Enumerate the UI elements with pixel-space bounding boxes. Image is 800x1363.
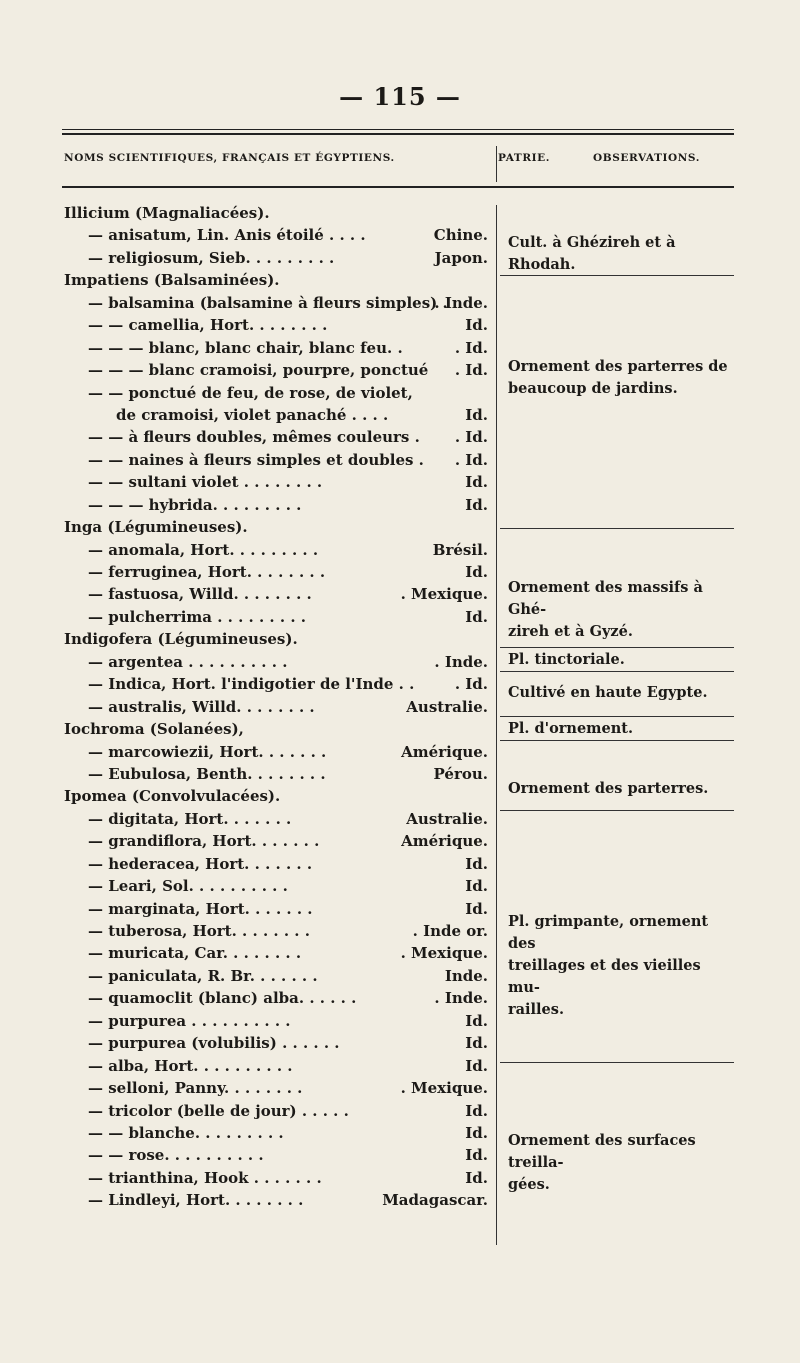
patrie-value: . Id. [454, 675, 488, 694]
table-row [62, 361, 496, 383]
table-row [62, 518, 496, 540]
table-row [62, 967, 496, 989]
species-name: — marcowiezii, Hort. . . . . . . [88, 742, 327, 761]
species-name: — anisatum, Lin. Anis étoilé . . . . [88, 226, 366, 245]
observation-note [508, 778, 733, 800]
species-name: — religiosum, Sieb. . . . . . . . . [88, 248, 335, 267]
observation-note [508, 718, 733, 740]
table-row [62, 855, 496, 877]
species-name: — australis, Willd. . . . . . . . [88, 697, 315, 716]
species-name: Illicium (Magnaliacées). [64, 204, 270, 222]
observation-separator [500, 810, 734, 811]
species-name: — Eubulosa, Benth. . . . . . . . [88, 764, 326, 783]
table-row [62, 496, 496, 518]
header-observations: OBSERVATIONS. [593, 152, 700, 164]
observation-line: Pl. grimpante, ornement des [508, 913, 709, 952]
observation-separator [500, 647, 734, 648]
table-row [62, 271, 496, 293]
table-row [62, 1169, 496, 1191]
observation-line: Ornement des massifs à Ghé- [508, 579, 703, 618]
patrie-value: Brésil. [432, 540, 488, 559]
observation-separator [500, 528, 734, 529]
species-name: de cramoisi, violet panaché . . . . [116, 405, 389, 424]
species-name: — purpurea (volubilis) . . . . . . [88, 1034, 340, 1053]
patrie-value: Id. [465, 899, 488, 918]
table-row [62, 877, 496, 899]
species-name: — Indica, Hort. l'indigotier de l'Inde . . [88, 675, 415, 694]
patrie-value: Id. [465, 405, 488, 424]
patrie-value: Id. [465, 1123, 488, 1142]
patrie-value: Id. [465, 1034, 488, 1053]
table-row [62, 720, 496, 742]
observation-note [508, 232, 733, 276]
table-row [62, 473, 496, 495]
species-name: — pulcherrima . . . . . . . . . [88, 607, 306, 626]
observation-line: Pl. d'ornement. [508, 720, 634, 737]
table-row [62, 406, 496, 428]
table-row [62, 339, 496, 361]
table-row [62, 384, 496, 406]
patrie-value: Id. [465, 877, 488, 896]
patrie-value: Id. [465, 854, 488, 873]
species-name: Impatiens (Balsaminées). [64, 271, 280, 290]
observation-separator [500, 671, 734, 672]
patrie-value: Id. [465, 1101, 488, 1120]
table-row [62, 1124, 496, 1146]
header-rule-top [62, 129, 734, 130]
observation-separator [500, 1062, 734, 1063]
observation-line: treillages et des vieilles mu- [508, 957, 701, 996]
patrie-value: Id. [465, 316, 488, 335]
species-name: — — sultani violet . . . . . . . . [88, 473, 323, 492]
table-row [62, 832, 496, 854]
table-row [62, 541, 496, 563]
header-rule-bottom [62, 186, 734, 188]
species-name: Indigofera (Légumineuses). [64, 630, 298, 649]
entries-list [62, 204, 496, 1214]
patrie-value: . Mexique. [400, 944, 488, 963]
species-name: — — — hybrida. . . . . . . . . [88, 495, 302, 514]
table-row [62, 1146, 496, 1168]
species-name: — balsamina (balsamine à fleurs simples) . [88, 293, 448, 312]
table-row [62, 294, 496, 316]
table-row [62, 1191, 496, 1213]
species-name: — — à fleurs doubles, mêmes couleurs . [88, 428, 420, 447]
table-row [62, 810, 496, 832]
species-name: — fastuosa, Willd. . . . . . . . [88, 585, 312, 604]
table-row [62, 1012, 496, 1034]
column-divider [496, 205, 497, 1245]
table-row [62, 563, 496, 585]
header-rule-top-thick [62, 133, 734, 135]
species-name: — ferruginea, Hort. . . . . . . . [88, 563, 326, 581]
table-row [62, 900, 496, 922]
table-row [62, 698, 496, 720]
patrie-value: Id. [465, 1146, 488, 1165]
observation-line: Ornement des parterres de [508, 358, 728, 375]
patrie-value: . Inde or. [412, 922, 488, 940]
patrie-value: Madagascar. [382, 1191, 488, 1210]
species-name: — — rose. . . . . . . . . . [88, 1146, 264, 1165]
observation-line: Pl. tinctoriale. [508, 651, 625, 668]
species-name: — argentea . . . . . . . . . . [88, 652, 288, 671]
patrie-value: Id. [465, 563, 488, 581]
patrie-value: . Mexique. [400, 585, 488, 604]
observation-note [508, 682, 733, 704]
species-name: — grandiflora, Hort. . . . . . . [88, 832, 320, 851]
table-row [62, 428, 496, 450]
table-row [62, 787, 496, 809]
observation-line: zireh et à Gyzé. [508, 623, 633, 640]
table-row [62, 226, 496, 248]
table-row [62, 743, 496, 765]
header-patrie: PATRIE. [498, 152, 551, 164]
observation-line: Cult. à Ghézireh et à Rhodah. [508, 234, 676, 273]
observation-line: gées. [508, 1176, 550, 1193]
species-name: — purpurea . . . . . . . . . . [88, 1011, 291, 1030]
patrie-value: Chine. [433, 226, 488, 245]
species-name: — marginata, Hort. . . . . . . [88, 899, 313, 918]
species-name: — — naines à fleurs simples et doubles . [88, 450, 424, 469]
table-row [62, 765, 496, 787]
observation-separator [500, 740, 734, 741]
patrie-value: Id. [465, 1056, 488, 1075]
table-row [62, 316, 496, 338]
table-header [62, 152, 734, 172]
species-name: — — — blanc cramoisi, pourpre, ponctué [88, 361, 429, 380]
observation-note [508, 911, 733, 1021]
table-row [62, 608, 496, 630]
patrie-value: . Inde. [434, 293, 488, 312]
table-row [62, 944, 496, 966]
species-name: — selloni, Panny. . . . . . . . [88, 1079, 303, 1098]
species-name: — anomala, Hort. . . . . . . . . [88, 540, 319, 559]
species-name: — quamoclit (blanc) alba. . . . . . [88, 989, 357, 1008]
patrie-value: Japon. [434, 248, 488, 267]
patrie-value: Australie. [406, 809, 488, 828]
table-row [62, 1102, 496, 1124]
species-name: — — — blanc, blanc chair, blanc feu. . [88, 338, 403, 357]
species-name: — Leari, Sol. . . . . . . . . . [88, 877, 288, 896]
observation-note [508, 1130, 733, 1196]
patrie-value: . Inde. [434, 989, 488, 1008]
species-name: — — blanche. . . . . . . . . [88, 1123, 284, 1142]
patrie-value: Id. [465, 495, 488, 514]
species-name: — digitata, Hort. . . . . . . [88, 809, 292, 828]
species-name: — — camellia, Hort. . . . . . . . [88, 316, 328, 335]
patrie-value: Pérou. [433, 764, 488, 783]
species-name: — trianthina, Hook . . . . . . . [88, 1168, 322, 1187]
patrie-value: Amérique. [401, 832, 488, 851]
table-row [62, 922, 496, 944]
table-row [62, 451, 496, 473]
species-name: — alba, Hort. . . . . . . . . . [88, 1056, 293, 1075]
header-names: NOMS SCIENTIFIQUES, FRANÇAIS ET ÉGYPTIENS. [64, 152, 395, 164]
species-name: — Lindleyi, Hort. . . . . . . . [88, 1191, 304, 1210]
species-name: — hederacea, Hort. . . . . . . [88, 854, 313, 873]
species-name: — muricata, Car. . . . . . . . [88, 944, 302, 963]
species-name: Iochroma (Solanées), [64, 720, 244, 739]
table-row [62, 1057, 496, 1079]
patrie-value: . Id. [454, 338, 488, 357]
patrie-value: . Id. [454, 428, 488, 447]
patrie-value: . Id. [454, 361, 488, 380]
species-name: — tricolor (belle de jour) . . . . . [88, 1101, 349, 1120]
species-name: Inga (Légumineuses). [64, 518, 248, 537]
observation-separator [500, 275, 734, 276]
patrie-value: . Inde. [434, 652, 488, 671]
observation-note [508, 649, 733, 671]
observation-separator [500, 716, 734, 717]
table-row [62, 585, 496, 607]
table-row [62, 675, 496, 697]
species-name: — paniculata, R. Br. . . . . . . [88, 966, 318, 985]
table-row [62, 1034, 496, 1056]
header-divider [496, 146, 497, 182]
patrie-value: Id. [465, 607, 488, 626]
patrie-value: . Mexique. [400, 1079, 488, 1098]
observation-line: Ornement des surfaces treilla- [508, 1132, 696, 1171]
observation-note [508, 356, 733, 400]
patrie-value: Amérique. [401, 742, 488, 761]
patrie-value: Inde. [444, 966, 488, 985]
table-row [62, 249, 496, 271]
patrie-value: Id. [465, 1168, 488, 1187]
patrie-value: . Id. [454, 450, 488, 469]
observation-line: beaucoup de jardins. [508, 380, 678, 397]
table-row [62, 653, 496, 675]
species-name: — — ponctué de feu, de rose, de violet, [88, 383, 413, 402]
patrie-value: Id. [465, 1011, 488, 1030]
page-number: — 115 — [339, 82, 461, 111]
table-row [62, 989, 496, 1011]
observation-line: Ornement des parterres. [508, 780, 709, 797]
patrie-value: Australie. [406, 697, 488, 716]
observation-line: Cultivé en haute Egypte. [508, 684, 708, 701]
table-row [62, 204, 496, 226]
patrie-value: Id. [465, 473, 488, 492]
observation-line: railles. [508, 1001, 564, 1018]
species-name: Ipomea (Convolvulacées). [64, 787, 281, 806]
observation-note [508, 577, 733, 643]
table-row [62, 630, 496, 652]
species-name: — tuberosa, Hort. . . . . . . . [88, 922, 310, 940]
table-row [62, 1079, 496, 1101]
